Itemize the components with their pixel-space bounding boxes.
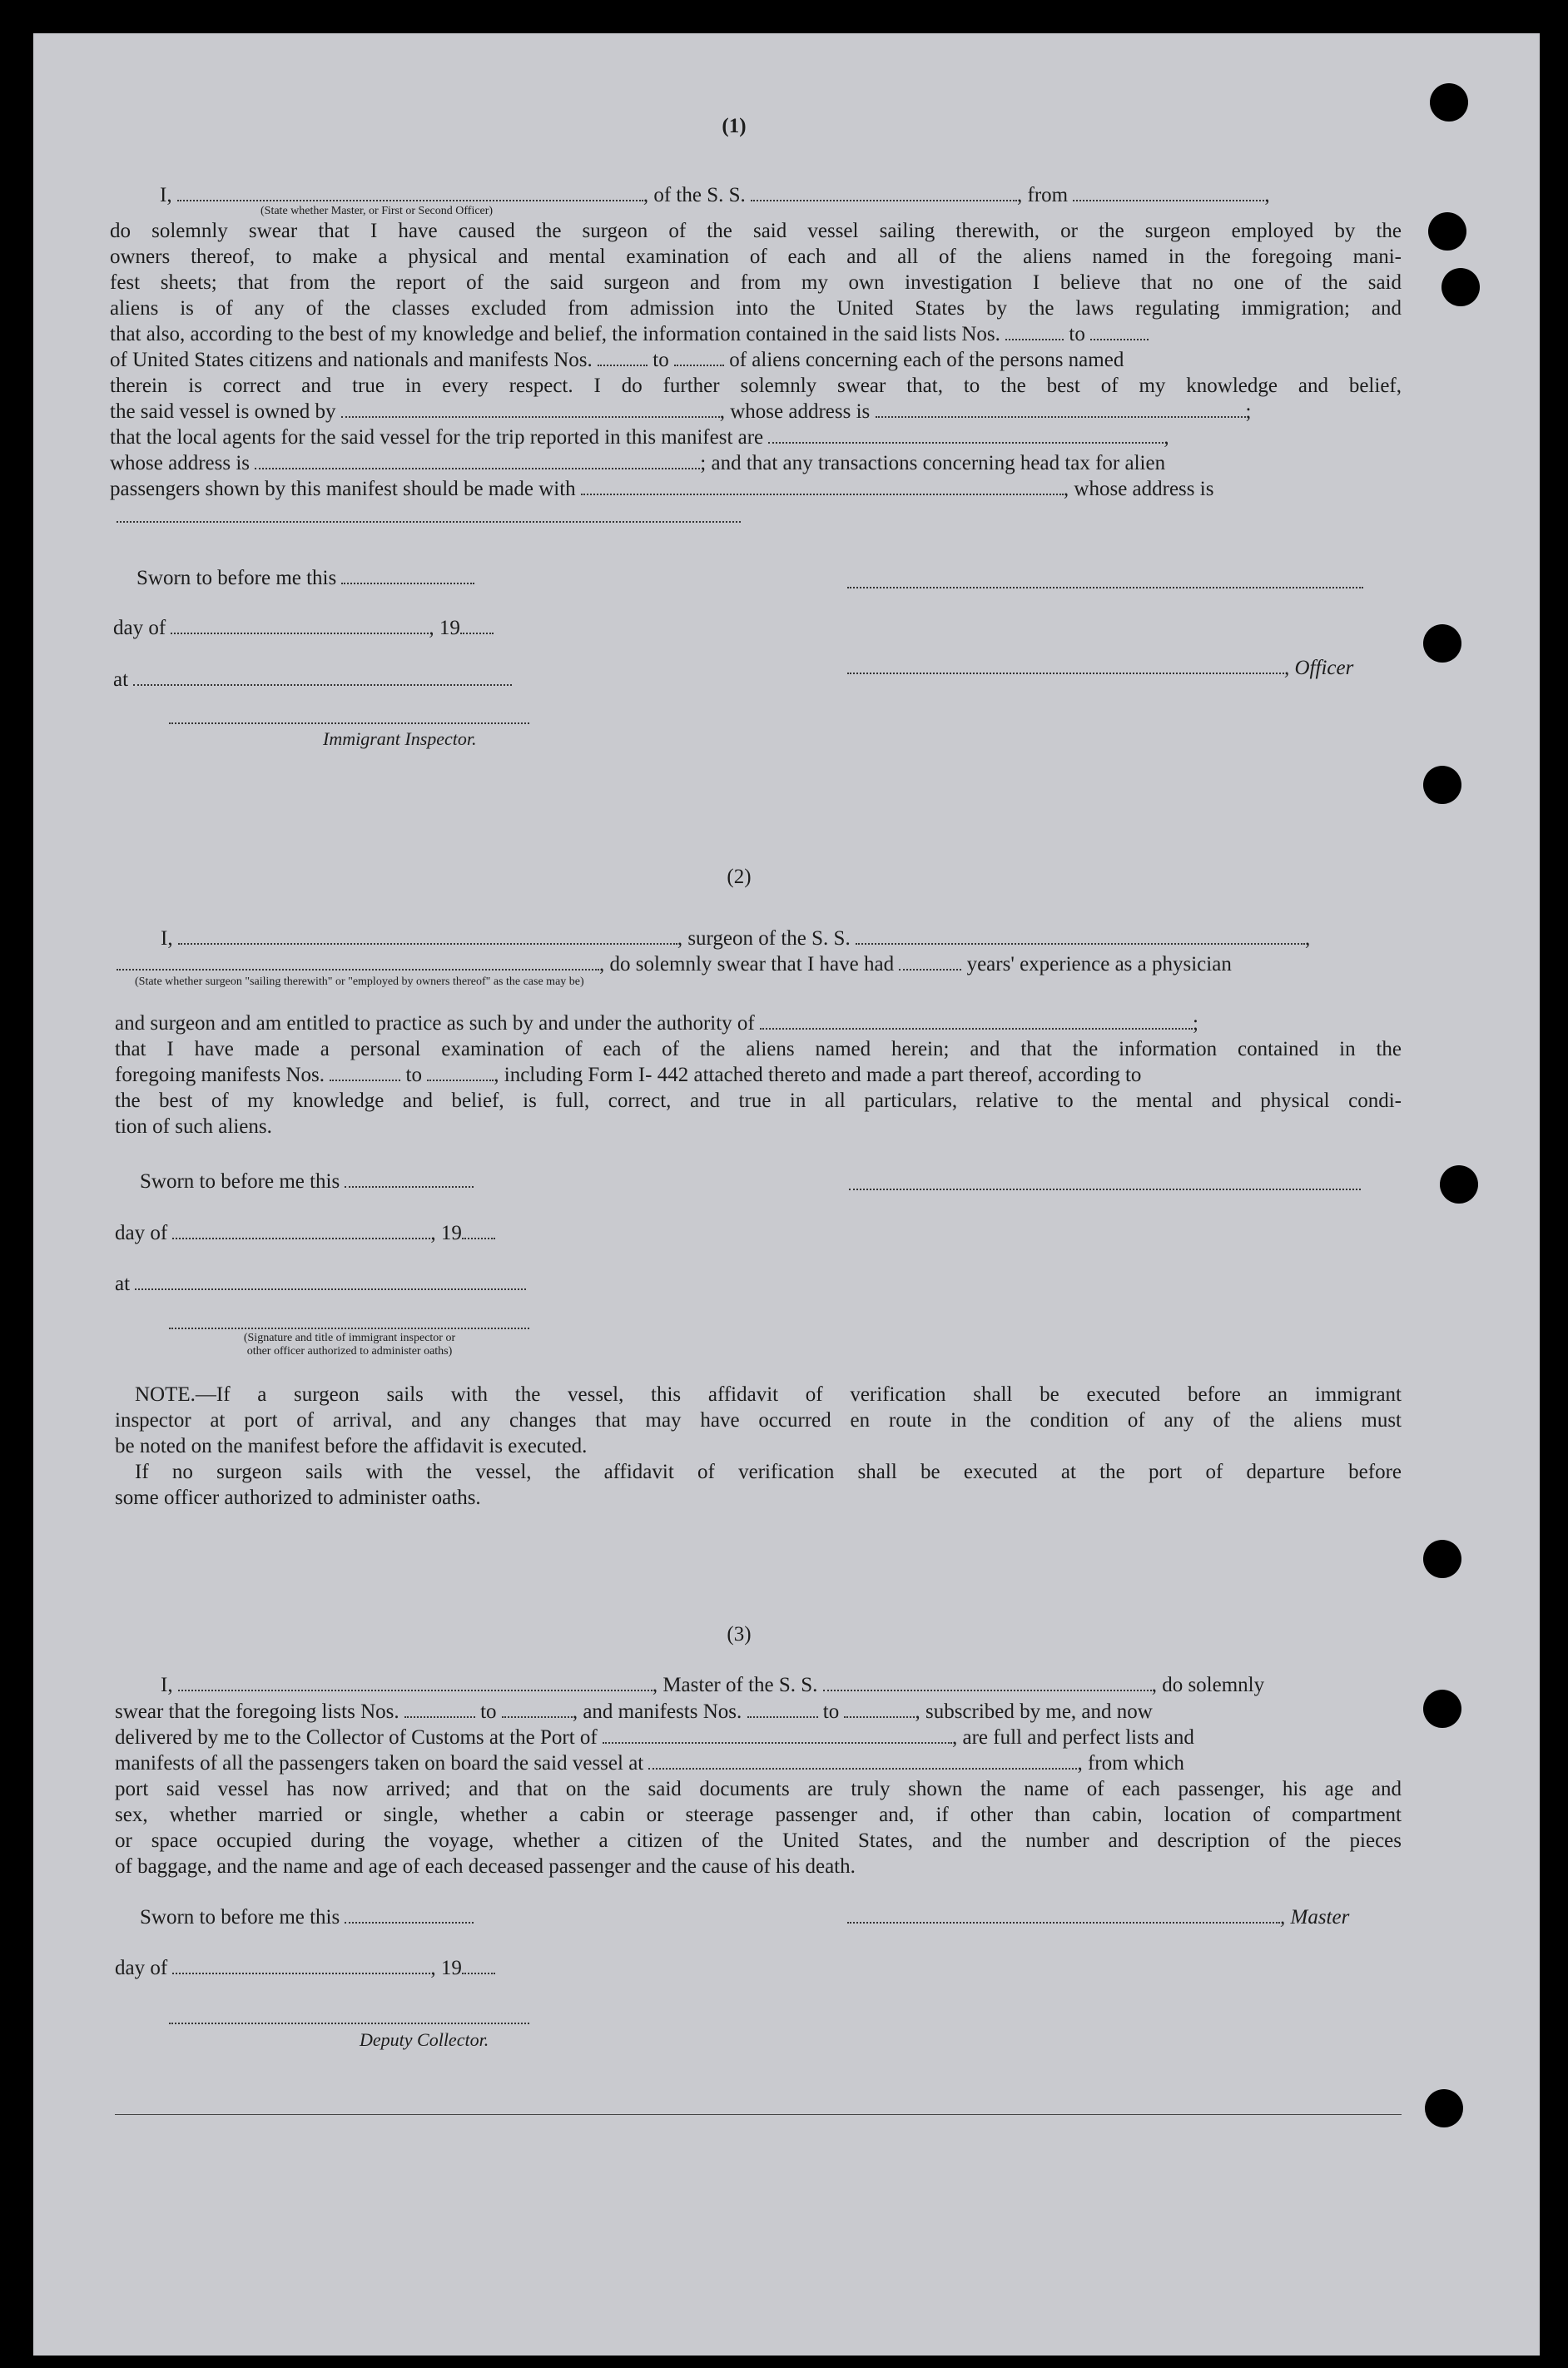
s3-sworn-year-field[interactable] xyxy=(462,1958,495,1974)
surgeon-sworn-month-field[interactable] xyxy=(172,1223,430,1239)
master-signature-line: , Master xyxy=(847,1905,1349,1930)
section-1-body-line: therein is correct and true in every respect. I do further solemnly swear that, to the best of my knowledge and belief, xyxy=(110,375,1402,397)
section-2-line-4: that I have made a personal examination of each of the aliens named herein; and that the information contained in the xyxy=(115,1038,1402,1060)
inspector-signature-line[interactable] xyxy=(169,722,529,724)
section-1-line-1: I, , of the S. S. , from , xyxy=(160,184,1270,206)
surgeon-signature-line[interactable] xyxy=(849,1189,1361,1190)
punch-hole xyxy=(1430,83,1468,122)
surgeon-sworn-year-field[interactable] xyxy=(462,1223,495,1239)
section-1-body-line: of United States citizens and nationals and manifests Nos. to of aliens concerning each of the persons named xyxy=(110,349,1124,371)
surgeon-vessel-field[interactable] xyxy=(856,928,1305,945)
note-line: NOTE.—If a surgeon sails with the vessel, this affidavit of verification shall be executed before an immigrant xyxy=(135,1383,1402,1406)
s3-embark-port-field[interactable] xyxy=(648,1753,1077,1770)
section-3-line-3: delivered by me to the Collector of Customs at the Port of , are full and perfect lists and xyxy=(115,1726,1194,1749)
surgeon-caption: (State whether surgeon "sailing therewith" or "employed by owners thereof" as the case may be) xyxy=(135,975,584,988)
master-caption: (State whether Master, or First or Second Officer) xyxy=(261,205,494,217)
head-tax-agent-field[interactable] xyxy=(581,479,1064,495)
section-1-body-line: that the local agents for the said vessel for the trip reported in this manifest are , xyxy=(110,426,1169,449)
section-2-sworn: Sworn to before me this xyxy=(140,1169,474,1194)
address-continuation-line[interactable] xyxy=(117,521,741,523)
section-2-line-6: the best of my knowledge and belief, is full, correct, and true in all particulars, relative to the mental and physical condi- xyxy=(115,1090,1402,1112)
section-1-sworn: Sworn to before me this xyxy=(136,566,474,591)
officer-signature-line[interactable] xyxy=(847,587,1363,588)
section-1-at: at xyxy=(113,668,512,693)
s3-port-field[interactable] xyxy=(603,1727,952,1744)
section-2-at: at xyxy=(115,1272,526,1297)
s3-master-name-field[interactable] xyxy=(178,1675,653,1691)
section-2-day-of: day of , 19 xyxy=(115,1221,495,1246)
section-1-body-line: aliens is of any of the classes excluded from admission into the United States by the laws regulating immigration; and xyxy=(110,297,1402,320)
section-1-body-line: that also, according to the best of my knowledge and belief, the information contained in the said lists Nos. to xyxy=(110,321,1149,347)
section-3-line-4: manifests of all the passengers taken on board the said vessel at , from which xyxy=(115,1752,1184,1775)
s3-vessel-name-field[interactable] xyxy=(823,1675,1152,1691)
section-2-number: (2) xyxy=(727,866,752,888)
inspector-caption: Immigrant Inspector. xyxy=(323,728,477,749)
surgeon-name-field[interactable] xyxy=(178,928,677,945)
surgeon-sworn-day-field[interactable] xyxy=(345,1171,474,1188)
section-1-body-line: owners thereof, to make a physical and mental examination of each and all of the aliens named in the foregoing mani- xyxy=(110,246,1402,268)
section-2-line-7: tion of such aliens. xyxy=(115,1115,272,1138)
section-3-body-line: or space occupied during the voyage, whether a citizen of the United States, and the number and description of the pieces xyxy=(115,1829,1402,1852)
s3-sworn-month-field[interactable] xyxy=(172,1958,430,1974)
section-2-line-1: I, , surgeon of the S. S. , xyxy=(161,927,1311,950)
surgeon-status-field[interactable] xyxy=(117,954,599,971)
s3-lists-to-field[interactable] xyxy=(502,1701,573,1718)
section-2-line-3: and surgeon and am entitled to practice as such by and under the authority of ; xyxy=(115,1012,1198,1035)
manifest-verification-page xyxy=(33,33,1540,2356)
agents-address-field[interactable] xyxy=(255,453,700,469)
s3-manifests-to-field[interactable] xyxy=(844,1701,915,1718)
punch-hole xyxy=(1423,1690,1461,1728)
section-3-body-line: of baggage, and the name and age of each deceased passenger and the cause of his death. xyxy=(115,1855,856,1878)
section-3-line-1: I, , Master of the S. S. , do solemnly xyxy=(161,1674,1265,1696)
section-3-body-line: sex, whether married or single, whether a cabin or steerage passenger and, if other than cabin, location of compartment xyxy=(115,1804,1402,1826)
officer-title-line: , Officer xyxy=(847,656,1353,681)
note-line: some officer authorized to administer oaths. xyxy=(115,1487,481,1509)
manifests-to-field[interactable] xyxy=(674,350,724,366)
punch-hole xyxy=(1425,2089,1463,2127)
note-line: be noted on the manifest before the affidavit is executed. xyxy=(115,1435,588,1457)
sworn-year-field[interactable] xyxy=(460,618,494,634)
s3-sworn-day-field[interactable] xyxy=(345,1907,474,1924)
vessel-name-field[interactable] xyxy=(751,185,1017,201)
surgeon-manifests-to-field[interactable] xyxy=(427,1065,494,1081)
punch-hole xyxy=(1428,212,1466,251)
punch-hole xyxy=(1423,766,1461,804)
section-1-body-line: the said vessel is owned by , whose address is ; xyxy=(110,400,1252,423)
note-line: inspector at port of arrival, and any changes that may have occurred en route in the condition of any of the aliens must xyxy=(115,1409,1402,1432)
s3-manifests-from-field[interactable] xyxy=(747,1701,818,1718)
from-port-field[interactable] xyxy=(1073,185,1264,201)
authority-field[interactable] xyxy=(760,1013,1193,1030)
section-1-day-of: day of , 19 xyxy=(113,616,494,641)
section-3-line-2: swear that the foregoing lists Nos. to , and manifests Nos. to , subscribed by me, and now xyxy=(115,1700,1153,1723)
officer-field[interactable] xyxy=(847,658,1284,674)
manifests-from-field[interactable] xyxy=(598,350,648,366)
punch-hole xyxy=(1423,624,1461,663)
section-1-number: (1) xyxy=(722,115,747,137)
section-3-sworn: Sworn to before me this xyxy=(140,1905,474,1930)
s3-master-signature-field[interactable] xyxy=(847,1907,1280,1924)
section-2-line-2: , do solemnly swear that I have had years' experience as a physician xyxy=(117,952,1232,977)
master-name-field[interactable] xyxy=(177,185,643,201)
owner-field[interactable] xyxy=(341,401,720,418)
signature-caption: (Signature and title of immigrant inspector or other officer authorized to administer oaths) xyxy=(243,1332,456,1358)
bottom-rule xyxy=(115,2114,1402,2115)
surgeon-sworn-place-field[interactable] xyxy=(135,1273,526,1290)
inspector-2-signature-line[interactable] xyxy=(169,1328,529,1329)
section-1-body-line: do solemnly swear that I have caused the surgeon of the said vessel sailing therewith, or the surgeon employed by the xyxy=(110,220,1402,242)
sworn-month-field[interactable] xyxy=(171,618,429,634)
section-3-body-line: port said vessel has now arrived; and that on the said documents are truly shown the name of each passenger, his age and xyxy=(115,1778,1402,1800)
punch-hole xyxy=(1423,1540,1461,1578)
sworn-day-field[interactable] xyxy=(341,568,474,584)
note-line: If no surgeon sails with the vessel, the affidavit of verification shall be executed at the port of departure before xyxy=(135,1461,1402,1483)
surgeon-manifests-from-field[interactable] xyxy=(330,1065,400,1081)
section-2-line-5: foregoing manifests Nos. to , including Form I- 442 attached thereto and made a part thereof, according to xyxy=(115,1064,1142,1086)
local-agents-field[interactable] xyxy=(768,427,1164,444)
sworn-place-field[interactable] xyxy=(133,669,512,686)
owner-address-field[interactable] xyxy=(876,401,1246,418)
lists-from-field[interactable] xyxy=(1005,324,1064,340)
section-1-body-line: passengers shown by this manifest should be made with , whose address is xyxy=(110,478,1214,500)
punch-hole xyxy=(1440,1165,1478,1204)
years-experience-field[interactable] xyxy=(899,954,961,971)
collector-signature-line[interactable] xyxy=(169,2023,529,2024)
collector-caption: Deputy Collector. xyxy=(360,2029,489,2050)
section-1-body-line: whose address is ; and that any transactions concerning head tax for alien xyxy=(110,452,1166,474)
section-1-body-line: fest sheets; that from the report of the said surgeon and from my own investigation I believe that no one of the said xyxy=(110,271,1402,294)
lists-to-field[interactable] xyxy=(1090,324,1149,340)
section-3-number: (3) xyxy=(727,1623,752,1646)
s3-lists-from-field[interactable] xyxy=(404,1701,475,1718)
section-3-day-of: day of , 19 xyxy=(115,1956,495,1981)
punch-hole xyxy=(1441,268,1480,306)
